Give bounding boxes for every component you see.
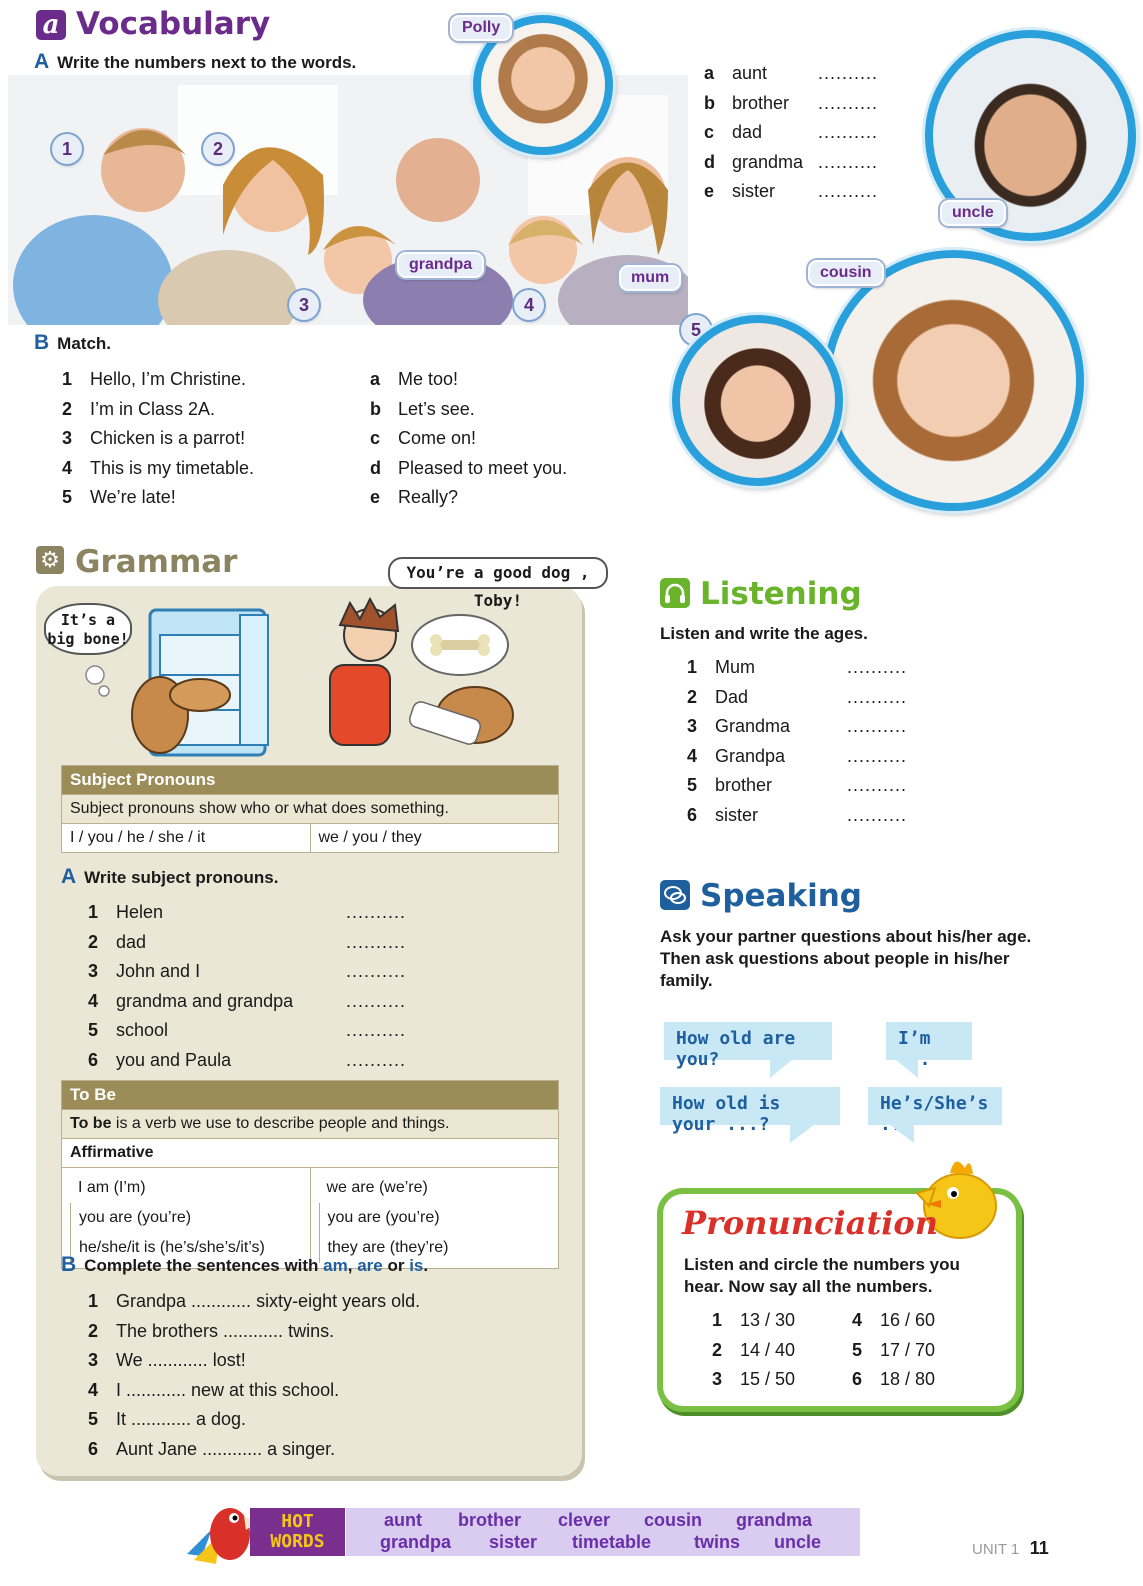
speaking-title: Speaking [700,878,862,914]
speech-text: You’re a good dog , Toby! [406,563,590,610]
instruction-text: Match. [57,334,112,353]
vocabulary-icon: a [36,10,66,40]
list-item: 6 Aunt Jane ............ a singer. [88,1438,336,1459]
word-row: c dad .......... [704,122,879,143]
speaking-bubble: I’m ... [886,1022,972,1060]
grammar-exercise-a-list [88,898,406,1075]
word-row: e sister .......... [704,181,879,202]
headphones-icon [660,578,690,608]
page-footer [972,1538,1049,1559]
table-cell: Affirmative [70,1144,154,1161]
list-item: 1 Helen .......... [88,902,407,923]
hot-word: clever [558,1510,611,1530]
list-item: 6 you and Paula .......... [88,1049,407,1070]
pronunciation-instruction: Listen and circle the numbers you hear. Now say all the numbers. [684,1255,960,1296]
listening-instruction: Listen and write the ages. [660,624,868,643]
exercise-letter: B [34,331,50,354]
grammar-exercise-b-list [88,1287,420,1464]
list-item: 3 Grandma .......... [687,716,908,737]
speech-bubble-man [388,557,608,610]
photo-number-5: 5 [681,315,711,345]
list-item: 4 grandma and grandpa .......... [88,990,407,1011]
grammar-title: Grammar [75,544,238,580]
bubble-tail [790,1125,814,1143]
hot-word: sister [489,1532,538,1552]
list-item: b Let’s see. [370,398,475,419]
table-cell: we are (we’re) you are (you’re) they are (they’re) [310,1168,559,1268]
exercise-letter: B [61,1253,77,1276]
list-item: 5 It ............ a dog. [88,1409,247,1430]
aunt-photo [672,315,843,486]
hot-word: grandpa [380,1532,452,1552]
subject-pronouns-table [61,765,559,853]
instruction-text: Write the numbers next to the words. [57,53,357,72]
list-item: d Pleased to meet you. [370,457,568,478]
list-item: 6 18 / 80 [852,1369,936,1390]
photo-tag-mum: mum [619,265,681,291]
word-row: b brother .......... [704,92,879,113]
hot-word: twins [694,1532,741,1552]
gear-icon: ⚙ [36,546,64,574]
speaking-bubble: He’s/She’s ... [868,1087,1002,1125]
hot-word: grandma [736,1510,813,1530]
list-item: 2 14 / 40 [712,1339,796,1360]
hot-word: brother [458,1510,521,1530]
photo-number-3: 3 [289,290,319,320]
hot-word: timetable [572,1532,652,1552]
pronunciation-title: Pronunciation [682,1204,938,1242]
listening-title: Listening [700,576,862,612]
page-number: 11 [1029,1538,1049,1558]
vocabulary-title: Vocabulary [76,6,271,42]
bubble-tail [770,1060,792,1078]
table-description: To be is a verb we use to describe people and things. [62,1109,558,1138]
list-item: 2 Dad .......... [687,686,908,707]
photo-number-4: 4 [514,290,544,320]
table-cell: I am (I’m) you are (you’re) he/she/it is (he’s/she’s/it’s) [62,1168,310,1268]
list-item: e Really? [370,487,459,508]
bubble-tail [896,1060,918,1078]
table-header: To Be [62,1081,558,1109]
speaking-instruction: Ask your partner questions about his/her age. Then ask questions about people in his/her family. [660,927,1032,990]
grammar-exercise-a-instruction [61,865,278,889]
hot-word: uncle [774,1532,822,1552]
list-item: 5 17 / 70 [852,1339,936,1360]
photo-tag-polly: Polly [450,15,512,41]
instruction-text: Write subject pronouns. [84,868,279,887]
hot-words-bar [346,1508,860,1556]
list-item: 2 I’m in Class 2A. [62,398,216,419]
table-header: Subject Pronouns [62,766,558,794]
list-item: 3 Chicken is a parrot! [62,428,246,449]
list-item: 6 sister .......... [687,804,908,825]
vocab-exercise-a-instruction [34,50,356,74]
vocab-exercise-b-instruction [34,331,111,355]
speech-bubbles-icon [660,880,690,910]
cousin-photo [823,250,1084,511]
list-item: 2 dad .......... [88,931,407,952]
hot-word: aunt [384,1510,422,1530]
match-right-list [370,365,567,513]
list-item: 3 John and I .......... [88,961,407,982]
list-item: a Me too! [370,369,459,390]
photo-number-1: 1 [52,134,82,164]
list-item: 2 The brothers ............ twins. [88,1320,335,1341]
hot-word: cousin [644,1510,703,1530]
hot-words-label: HOT WORDS [250,1508,345,1556]
list-item: 5 We’re late! [62,487,176,508]
list-item: 3 15 / 50 [712,1369,796,1390]
speaking-bubble: How old are you? [664,1022,832,1060]
listening-list [687,653,907,830]
table-row [62,823,558,852]
speech-bubble-dog [44,603,132,655]
headphones-icon-graphic [660,578,690,608]
pronunciation-left-list [712,1306,795,1395]
grammar-exercise-b-instruction: B Complete the sentences with am, are or is. [61,1253,429,1276]
table-cell: I / you / he / she / it [70,829,206,846]
list-item: 5 brother .......... [687,775,908,796]
list-item: 4 This is my timetable. [62,457,255,478]
speaking-bubble: How old is your ...? [660,1087,840,1125]
speech-icon-graphic [660,880,690,910]
pronunciation-right-list [852,1306,935,1395]
list-item: 1 Mum .......... [687,657,908,678]
vocab-word-list [704,59,878,207]
list-item: 1 Hello, I’m Christine. [62,369,247,390]
match-left-list [62,365,254,513]
list-item: 4 I ............ new at this school. [88,1379,340,1400]
list-item: 4 16 / 60 [852,1310,936,1331]
list-item: 1 13 / 30 [712,1310,796,1331]
word-row: d grandma .......... [704,151,879,172]
list-item: 4 Grandpa .......... [687,745,908,766]
table-row [62,1138,558,1167]
speech-text: It’s a big bone! [47,611,129,648]
exercise-letter: A [61,865,77,888]
photo-tag-cousin: cousin [808,260,884,286]
bubble-tail [890,1125,914,1143]
photo-number-2: 2 [203,134,233,164]
list-item: 3 We ............ lost! [88,1350,246,1371]
table-cell: we / you / they [310,824,559,852]
photo-tag-uncle: uncle [940,200,1006,226]
photo-tag-grandpa: grandpa [397,252,484,278]
table-description: Subject pronouns show who or what does something. [62,794,558,823]
list-item: 5 school .......... [88,1020,407,1041]
list-item: c Come on! [370,428,477,449]
word-row: a aunt .......... [704,63,879,84]
list-item: 1 Grandpa ............ sixty-eight years old. [88,1291,421,1312]
to-be-table [61,1080,559,1269]
exercise-letter: A [34,50,50,73]
unit-label: UNIT 1 [972,1541,1020,1558]
